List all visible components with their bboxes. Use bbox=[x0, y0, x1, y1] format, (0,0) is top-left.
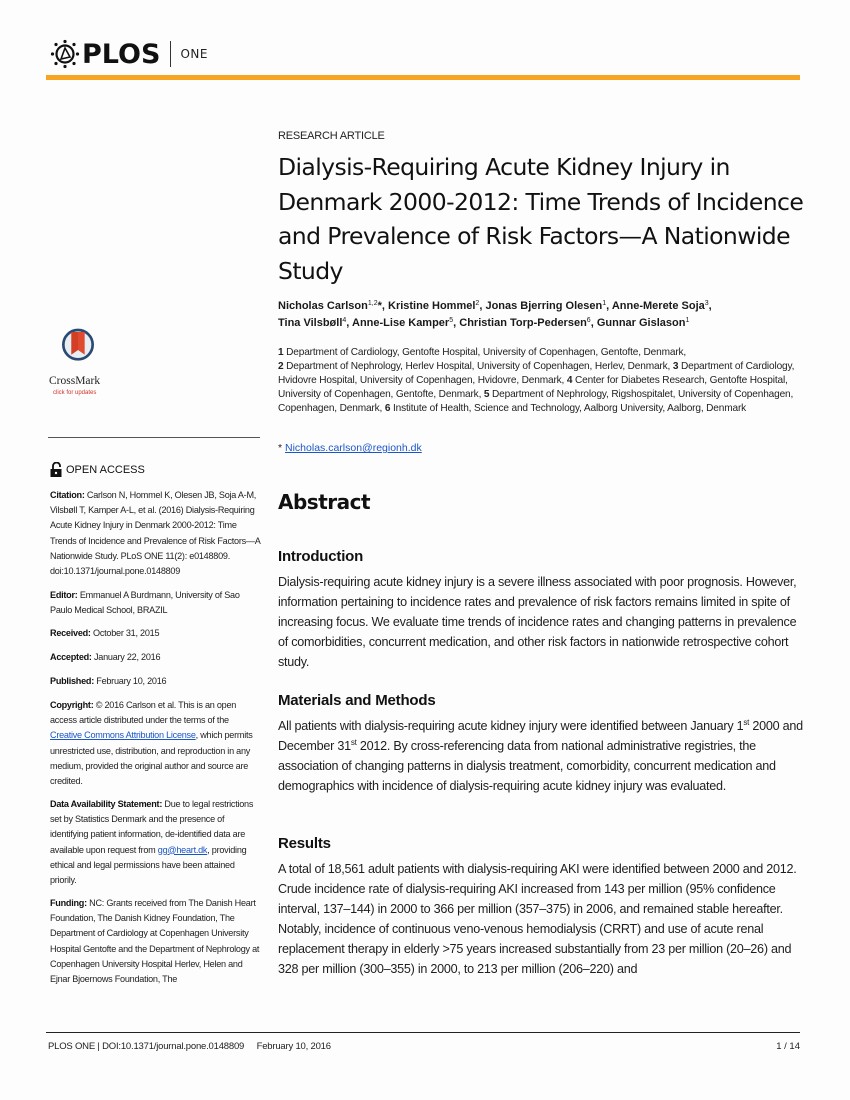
affiliation-text: Department of Cardiology, Hvidovre Hospital, University of Copenhagen, Hvidovre, Denmark, bbox=[278, 361, 795, 386]
author-name: Gunnar Gislason bbox=[596, 317, 686, 329]
citation-block bbox=[50, 488, 262, 579]
data-availability-text: , providing ethical and legal permissions have been attained priorily. bbox=[50, 844, 247, 886]
plos-brand: PLOS bbox=[82, 38, 161, 70]
ordinal-sup: st bbox=[350, 738, 357, 747]
open-access-label: OPEN ACCESS bbox=[66, 463, 145, 476]
author-name: Anne-Lise Kamper bbox=[352, 317, 450, 329]
header-accent-bar bbox=[46, 75, 800, 80]
author-affiliation-sup: 4 bbox=[342, 317, 347, 324]
author-name: Anne-Merete Soja bbox=[611, 300, 705, 312]
article-type: RESEARCH ARTICLE bbox=[278, 130, 385, 142]
affiliation-text: Department of Nephrology, Herlev Hospital, University of Copenhagen, Herlev, Denmark, bbox=[286, 361, 673, 372]
footer-citation bbox=[48, 1041, 331, 1052]
funding-label: Funding: bbox=[50, 898, 87, 908]
corresponding-mark: * bbox=[377, 300, 382, 312]
copyright-text: , which permits unrestricted use, distribution, and reproduction in any medium, provided the original author and source are credited. bbox=[50, 730, 253, 787]
cc-license-link[interactable]: Creative Commons Attribution License bbox=[50, 730, 196, 741]
received-date: October 31, 2015 bbox=[93, 628, 160, 638]
affiliations bbox=[278, 346, 803, 416]
affiliation-number: 3 bbox=[672, 361, 681, 372]
accepted-block bbox=[50, 650, 262, 665]
ordinal-sup: st bbox=[743, 718, 750, 727]
funding-text: NC: Grants received from The Danish Heart Foundation, The Danish Kidney Foundation, The Department of Cardiology at Copenhagen University Hospital Gentofte and the Department of Nephrology at Copenhagen University Hospital Herlev, Helen and Ejnar Bjoernows Foundation, The bbox=[50, 898, 260, 985]
footer-date: February 10, 2016 bbox=[256, 1041, 331, 1052]
methods-text bbox=[278, 716, 803, 796]
methods-text-part: All patients with dialysis-requiring acute kidney injury were identified between January 1 bbox=[278, 719, 744, 733]
logo-divider bbox=[170, 41, 171, 67]
page-number: 1 / 14 bbox=[776, 1041, 800, 1052]
data-availability-block bbox=[50, 797, 262, 888]
accepted-label: Accepted: bbox=[50, 652, 92, 662]
affiliation-number: 5 bbox=[483, 389, 493, 400]
open-access-badge bbox=[50, 462, 145, 477]
open-lock-icon bbox=[50, 462, 63, 477]
author-name: Tina Vilsbøll bbox=[278, 317, 343, 329]
results-heading: Results bbox=[278, 835, 331, 852]
author-affiliation-sup: 1 bbox=[685, 317, 690, 324]
funding-block bbox=[50, 896, 262, 987]
published-label: Published: bbox=[50, 676, 94, 686]
accepted-date: January 22, 2016 bbox=[94, 652, 161, 662]
crossmark-sublabel: click for updates bbox=[53, 390, 97, 396]
author-affiliation-sup: 1 bbox=[602, 300, 607, 307]
methods-heading: Materials and Methods bbox=[278, 692, 436, 709]
introduction-text: Dialysis-requiring acute kidney injury is a severe illness associated with poor prognosis. However, information pertaining to incidence rates and prevalence of risk factors remains limited in spite of increasing focus. We evaluate time trends of incidence rates and changing patterns in prevalence of comorbidities, concurrent medication, and other risk factors in nationwide retrospective cohort study. bbox=[278, 575, 797, 669]
data-availability-label: Data Availability Statement: bbox=[50, 799, 163, 809]
footer-doi: PLOS ONE | DOI:10.1371/journal.pone.0148809 bbox=[48, 1041, 245, 1052]
article-title: Dialysis-Requiring Acute Kidney Injury in Denmark 2000-2012: Time Trends of Incidence and Prevalence of Risk Factors—A Nationwide Study bbox=[278, 153, 804, 285]
citation-label: Citation: bbox=[50, 490, 85, 500]
data-request-email-link[interactable]: gg@heart.dk bbox=[157, 844, 208, 855]
methods-text-part: 2000 and December 31 bbox=[278, 719, 803, 753]
author-affiliation-sup: 3 bbox=[704, 300, 709, 307]
corresponding-email-link[interactable]: Nicholas.carlson@regionh.dk bbox=[285, 442, 422, 454]
corresponding-author bbox=[278, 442, 422, 454]
published-date: February 10, 2016 bbox=[96, 676, 167, 686]
journal-name: ONE bbox=[180, 47, 208, 61]
received-label: Received: bbox=[50, 628, 91, 638]
crossmark-icon bbox=[48, 328, 108, 378]
author-name: Nicholas Carlson bbox=[278, 300, 368, 312]
affiliation-number: 6 bbox=[384, 403, 393, 414]
received-block bbox=[50, 626, 262, 641]
affiliation-number: 1 bbox=[278, 347, 287, 358]
corresponding-mark: * bbox=[278, 442, 283, 454]
editor-block bbox=[50, 588, 262, 618]
copyright-text: © 2016 Carlson et al. This is an open access article distributed under the terms of the bbox=[50, 700, 237, 726]
footer-divider bbox=[46, 1032, 800, 1033]
results-text: A total of 18,561 adult patients with dialysis-requiring AKI were identified between 2000 and 2012. Crude incidence rate of dialysis-requiring AKI increased from 143 per million (95% confidence interval, 137–144) in 2000 to 366 per million (357–375) in 2006, and remained stable hereafter. Notably, incidence of continuous veno-venous hemodialysis (CRRT) and use of acute renal replacement therapy in elderly >75 years increased substantially from 23 per million (20–26) and 328 per million (300–355) in 2000, to 213 per million (206–220) and bbox=[278, 862, 797, 976]
methods-text-part: 2012. By cross-referencing data from national administrative registries, the association of changing patterns in dialysis treatment, comorbidity, concurrent medication and demographics with incidence of dialysis-requiring acute kidney injury was evaluated. bbox=[278, 739, 776, 793]
plos-logo[interactable] bbox=[50, 39, 208, 70]
affiliation-number: 2 bbox=[278, 361, 287, 372]
published-block bbox=[50, 674, 262, 689]
crossmark-label: CrossMark bbox=[49, 375, 101, 387]
data-availability-text: Due to legal restrictions set by Statistics Denmark and the presence of identifying patient information, de-identified data are available upon request from bbox=[50, 799, 254, 855]
affiliation-text: Department of Cardiology, Gentofte Hospital, University of Copenhagen, Gentofte, Denmark, bbox=[286, 347, 687, 358]
plos-globe-icon bbox=[50, 39, 80, 69]
affiliation-text: Center for Diabetes Research, Gentofte Hospital, University of Copenhagen, Gentofte, Denmark, bbox=[278, 375, 788, 400]
affiliation-text: Department of Nephrology, Rigshospitalet, University of Copenhagen, Copenhagen, Denmark, bbox=[278, 389, 794, 414]
editor-label: Editor: bbox=[50, 590, 78, 600]
affiliation-number: 4 bbox=[566, 375, 575, 386]
abstract-heading: Abstract bbox=[278, 490, 371, 514]
editor-text: Emmanuel A Burdmann, University of Sao Paulo Medical School, BRAZIL bbox=[50, 590, 240, 616]
author-affiliation-sup: 1,2 bbox=[367, 300, 378, 307]
author-name: Kristine Hommel bbox=[388, 300, 476, 312]
author-affiliation-sup: 2 bbox=[475, 300, 480, 307]
citation-text: Carlson N, Hommel K, Olesen JB, Soja A-M, Vilsbøll T, Kamper A-L, et al. (2016) Dialysis-Requiring Acute Kidney Injury in Denmark 2000-2012: Time Trends of Incidence and Prevalence of Risk Factors—A Nationwide Study. PLoS ONE 11(2): e0148809. doi:10.1371/journal.pone.0148809 bbox=[50, 490, 261, 577]
affiliation-text: Institute of Health, Science and Technology, Aalborg University, Aalborg, Denmark bbox=[392, 403, 747, 414]
copyright-label: Copyright: bbox=[50, 700, 94, 710]
sidebar-divider bbox=[48, 437, 260, 438]
author-list: Nicholas Carlson$^{1,2}$*, Kristine Hommel$^2$, Jonas Bjerring Olesen$^1$, Anne-Merete Soja$^3$, Tina Vilsbøll$^4$, Anne-Lise Kamper$^5$, Christian Torp-Pedersen$^6$, Gunnar Gislason$^1$ bbox=[278, 300, 712, 329]
author-name: Jonas Bjerring Olesen bbox=[485, 300, 603, 312]
journal-header bbox=[50, 36, 208, 72]
introduction-heading: Introduction bbox=[278, 548, 364, 565]
author-affiliation-sup: 5 bbox=[449, 317, 454, 324]
author-affiliation-sup: 6 bbox=[586, 317, 591, 324]
author-name: Christian Torp-Pedersen bbox=[459, 317, 587, 329]
copyright-block bbox=[50, 698, 262, 789]
